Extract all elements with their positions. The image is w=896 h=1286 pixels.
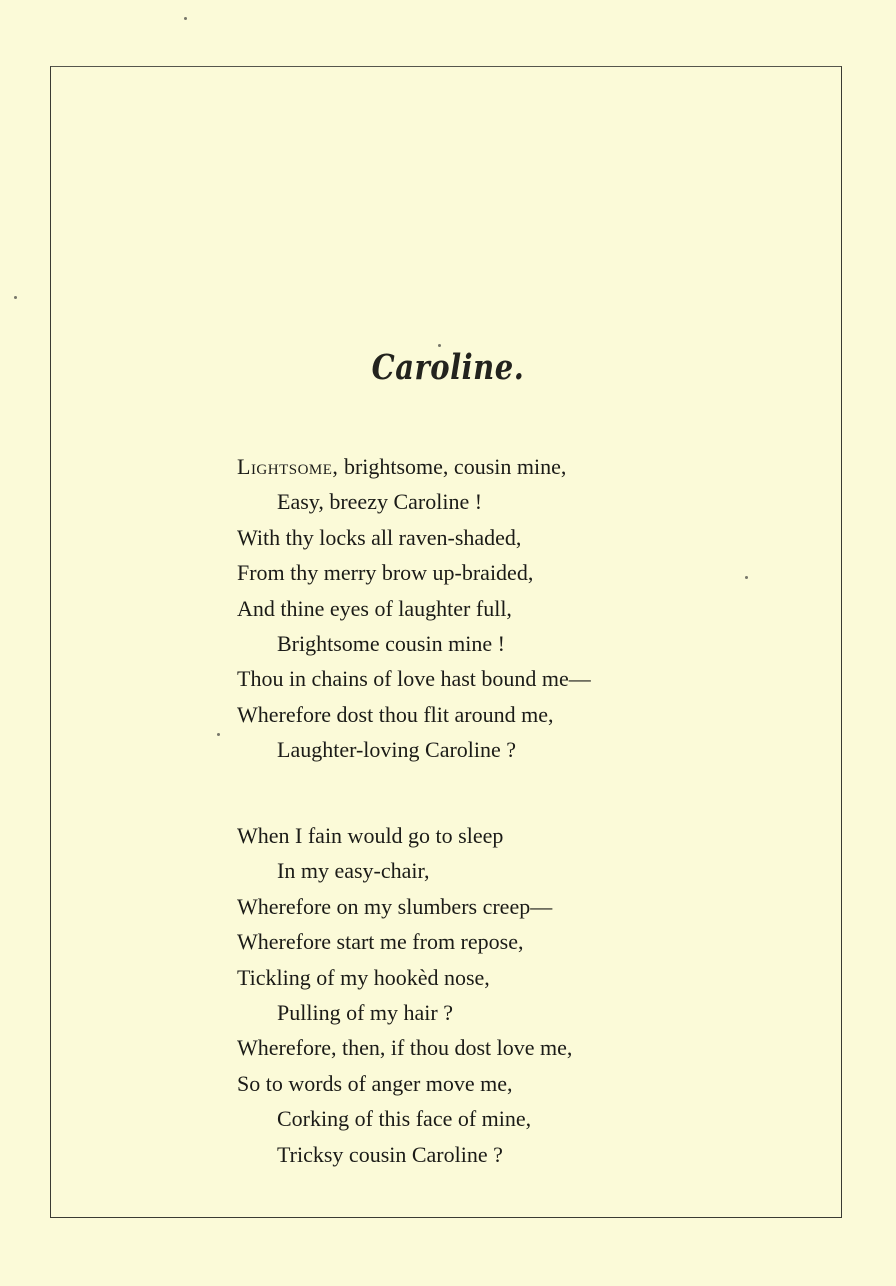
verse-line: Brightsome cousin mine !	[277, 631, 505, 657]
verse-line: Thou in chains of love hast bound me—	[237, 666, 591, 692]
verse-line: Wherefore start me from repose,	[237, 929, 524, 955]
paper-speck	[745, 576, 748, 579]
verse-line-rest: brightsome, cousin mine,	[338, 454, 567, 479]
verse-line: With thy locks all raven-shaded,	[237, 524, 522, 550]
verse-line: Tickling of my hookèd nose,	[237, 964, 490, 990]
verse-line: So to words of anger move me,	[237, 1070, 513, 1096]
paper-speck	[217, 733, 220, 736]
verse-line: In my easy-chair,	[277, 858, 430, 884]
stanza-2	[237, 818, 572, 1172]
verse-line: From thy merry brow up-braided,	[237, 560, 534, 586]
verse-line: Laughter-loving Caroline ?	[277, 737, 517, 763]
verse-line: Corking of this face of mine,	[277, 1106, 532, 1132]
verse-line	[237, 449, 591, 484]
stanza-1	[237, 449, 591, 768]
opening-word: Lightsome,	[237, 454, 339, 479]
verse-line: Easy, breezy Caroline !	[277, 489, 483, 515]
verse-line: When I fain would go to sleep	[237, 823, 504, 848]
poem-title: Caroline.	[371, 346, 525, 388]
verse-line: And thine eyes of laughter full,	[237, 595, 512, 621]
paper-speck	[14, 296, 17, 299]
verse-line: Pulling of my hair ?	[277, 1000, 453, 1026]
paper-speck	[184, 17, 187, 20]
verse-line: Wherefore dost thou flit around me,	[237, 701, 554, 727]
verse-line: Wherefore on my slumbers creep—	[237, 893, 553, 919]
verse-line: Tricksy cousin Caroline ?	[277, 1141, 503, 1167]
verse-line: Wherefore, then, if thou dost love me,	[237, 1035, 573, 1061]
